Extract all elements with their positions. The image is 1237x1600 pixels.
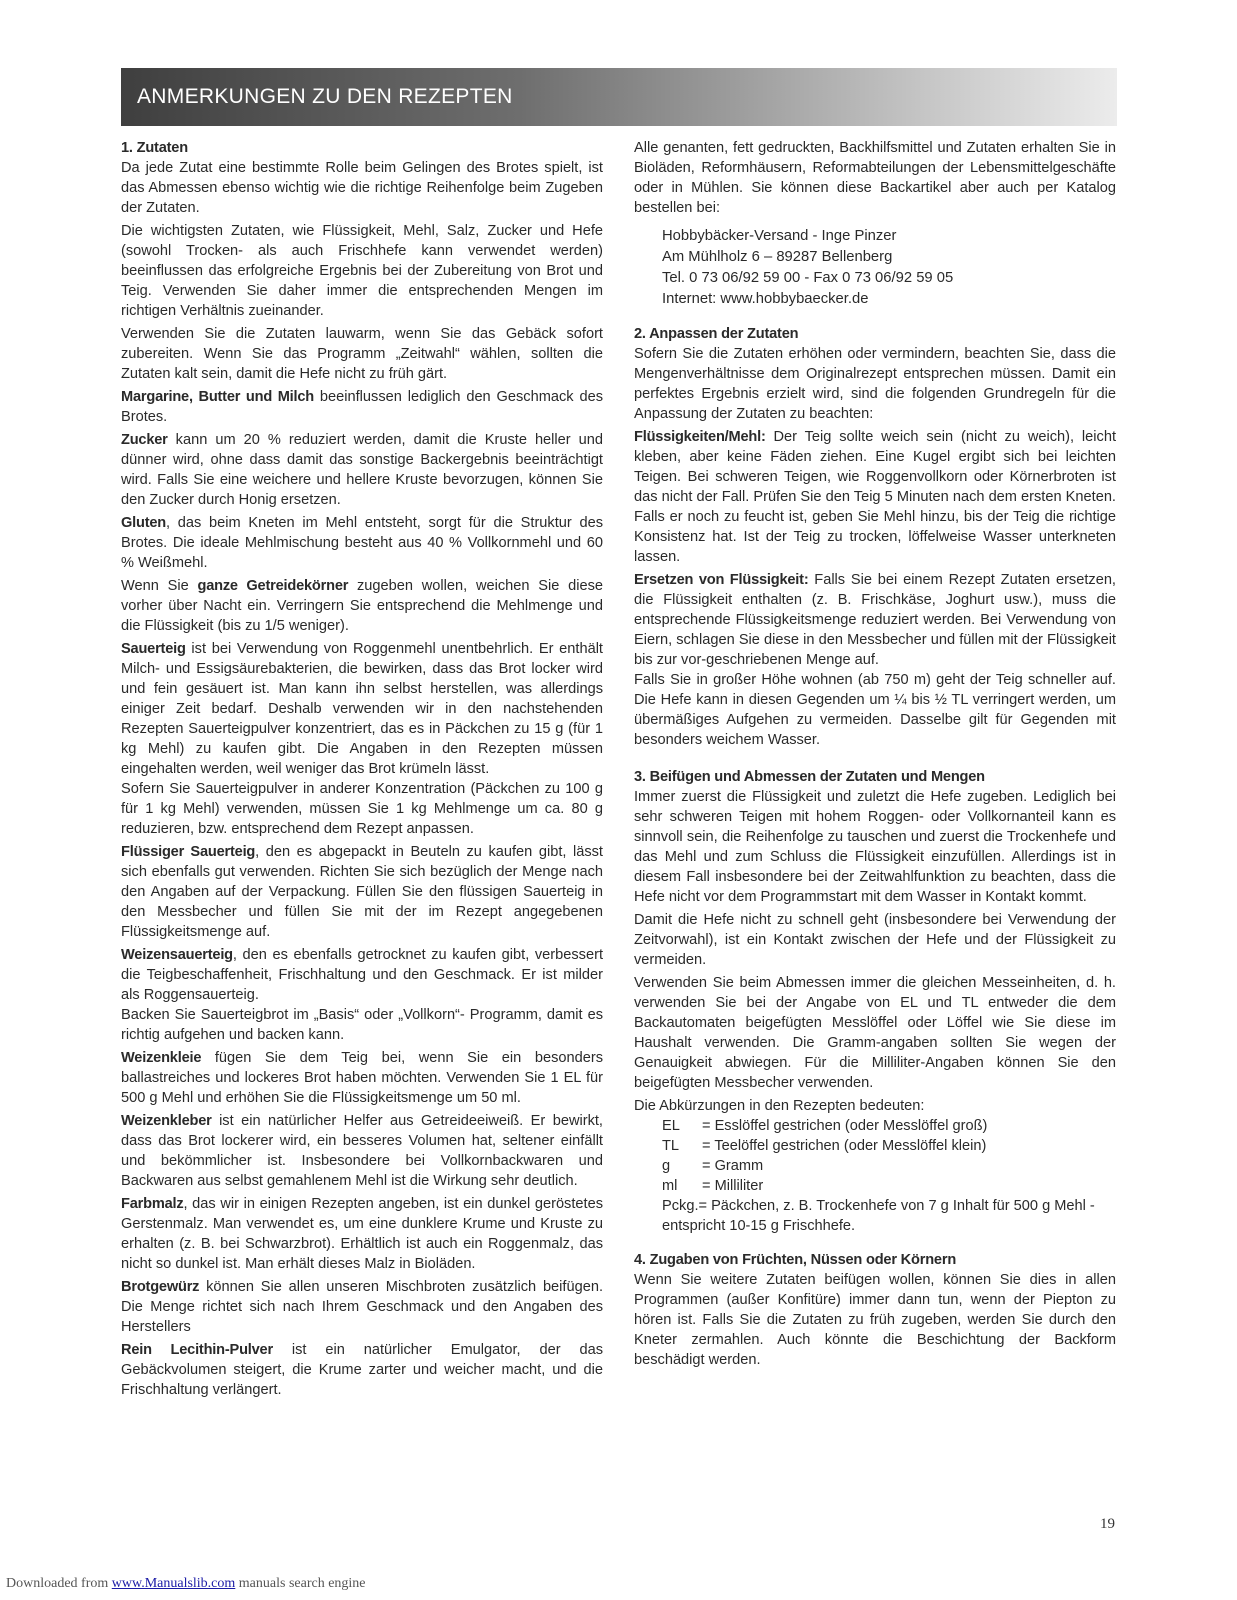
term: Sauerteig: [121, 641, 186, 657]
paragraph: Wenn Sie weitere Zutaten beifügen wollen, können Sie dies in allen Programmen (außer Konfitüre) immer dann tun, wenn der Piepton zu hören ist. Falls Sie die Zutaten zu früh zugeben, werden Sie durch den Kneter zermahlen. Auch könnte die Beschichtung der Backform beschädigt werden.: [634, 1272, 1116, 1368]
paragraph-koerner: Wenn Sie ganze Getreidekörner zugeben wollen, weichen Sie diese vorher über Nacht ein. Verringern Sie entsprechend die Mehlmenge und die Flüssigkeit (bis zu 1/5 weniger).: [121, 578, 603, 634]
paragraph-fluessigkeiten: Flüssigkeiten/Mehl: Der Teig sollte weich sein (nicht zu weich), leicht kleben, aber keine Fäden ziehen. Eine Kugel ergibt sich bei leichten Teigen. Bei schweren Teigen, wie Roggenvollkorn oder Körnerbroten ist das nicht der Fall. Prüfen Sie den Teig 5 Minuten nach dem ersten Kneten. Falls er noch zu feucht ist, geben Sie Mehl hinzu, bis der Teig die richtige Konsistenz hat. Ist der Teig zu trocken, löffelweise Wasser unterkneten lassen.: [634, 429, 1116, 565]
paragraph: Verwenden Sie die Zutaten lauwarm, wenn Sie das Gebäck sofort zubereiten. Wenn Sie das Programm „Zeitwahl“ wählen, sollten die Zutaten kalt sein, damit die Hefe nicht zu früh gärt.: [121, 326, 603, 382]
abbreviation-row: ml = Milliliter: [662, 1178, 764, 1194]
paragraph-sauerteig: Sauerteig ist bei Verwendung von Roggenmehl unentbehrlich. Er enthält Milch- und Essigsäurebakterien, die bewirken, dass das Brot locker wird und fein gesäuert ist. Man kann ihn selbst herstellen, was allerdings einiger Zeit bedarf. Deshalb verwenden wir in den nachstehenden Rezepten Sauerteigpulver konzentriert, das es in Päckchen zu 15 g (für 1 kg Mehl) zu kaufen gibt. Die Angaben in den Rezepten müssen eingehalten werden, weil weniger das Brot krümeln lässt. Sofern Sie Sauerteigpulver in anderer Konzentration (Päckchen zu 100 g für 1 kg Mehl) verwenden, müssen Sie 1 kg Mehlmenge um ca. 80 g reduzieren, bzw. entsprechend dem Rezept anpassen.: [121, 641, 603, 837]
term: Gluten: [121, 515, 167, 531]
abbreviation-row: EL = Esslöffel gestrichen (oder Messlöffel groß): [662, 1118, 988, 1134]
supplier-address: Hobbybäcker-Versand - Inge Pinzer Am Mühlholz 6 – 89287 Bellenberg Tel. 0 73 06/92 59 00 - Fax 0 73 06/92 59 05 Internet: www.hobbybaecker.de: [662, 228, 954, 307]
term: Brotgewürz: [121, 1279, 200, 1295]
term: Weizenkleber: [121, 1113, 212, 1129]
term: Zucker: [121, 432, 168, 448]
paragraph-gluten: Gluten, das beim Kneten im Mehl entsteht, sorgt für die Struktur des Brotes. Die ideale Mehlmischung besteht aus 40 % Vollkornmehl und 60 % Weißmehl.: [121, 515, 603, 571]
section-banner: [121, 68, 1117, 126]
abbreviation-row: g = Gramm: [662, 1158, 764, 1174]
spacer: [634, 1236, 1116, 1250]
paragraph-zucker: Zucker kann um 20 % reduziert werden, damit die Kruste heller und dünner wird, ohne dass damit das sonstige Backergebnis beeinträchtigt wird. Falls Sie eine weichere und hellere Kruste bevorzugen, können Sie den Zucker durch Honig ersetzen.: [121, 432, 603, 508]
paragraph-lecithin: Rein Lecithin-Pulver ist ein natürlicher Emulgator, der das Gebäckvolumen steigert, die Krume zarter und weicher macht, und die Frischhaltung verlängert.: [121, 1342, 603, 1398]
paragraph-farbmalz: Farbmalz, das wir in einigen Rezepten angeben, ist ein dunkel geröstetes Gerstenmalz. Man verwendet es, um eine dunklere Krume und Kruste zu erhalten (z. B. bei Schwarzbrot). Erhältlich ist auch ein Roggenmalz, das nicht so dunkel ist. Man erhält dieses Malz in Bioläden.: [121, 1196, 603, 1272]
spacer: [634, 310, 1116, 324]
manualslib-link[interactable]: www.Manualslib.com: [111, 1576, 236, 1591]
left-column: [121, 138, 603, 1403]
term: Margarine, Butter und Milch: [121, 389, 315, 405]
paragraph: Sofern Sie die Zutaten erhöhen oder vermindern, beachten Sie, dass die Mengenverhältnisse dem Originalrezept entsprechen müssen. Damit ein perfektes Ergebnis erzielt wird, sind die folgenden Grundregeln für die Anpassung der Zutaten zu beachten:: [634, 346, 1116, 422]
paragraph-ersetzen: Ersetzen von Flüssigkeit: Falls Sie bei einem Rezept Zutaten ersetzen, die Flüssigkeit enthalten (z. B. Frischkäse, Joghurt usw.), muss die entsprechende Flüssigkeitsmenge reduziert werden. Bei Verwendung von Eiern, schlagen Sie diese in den Messbecher und füllen mit der Flüssigkeit bis zur vor-geschriebenen Menge auf. Falls Sie in großer Höhe wohnen (ab 750 m) geht der Teig schneller auf. Die Hefe kann in diesen Gegenden um ¼ bis ½ TL verringert werden, um übermäßiges Aufgehen zu vermeiden. Dasselbe gilt für Gegenden mit besonders weichem Wasser.: [634, 572, 1116, 748]
paragraph: Die wichtigsten Zutaten, wie Flüssigkeit, Mehl, Salz, Zucker und Hefe (sowohl Trocken- als auch Frischhefe kann verwendet werden) beeinflussen das erfolgreiche Ergebnis bei der Zubereitung von Brot und Teig. Verwenden Sie daher immer die entsprechenden Mengen im richtigen Verhältnis zueinander.: [121, 223, 603, 319]
abbreviation-row: TL = Teelöffel gestrichen (oder Messlöffel klein): [662, 1138, 987, 1154]
paragraph: Damit die Hefe nicht zu schnell geht (insbesondere bei Verwendung der Zeitvorwahl), ist ein Kontakt zwischen der Hefe und der Flüssigkeit zu vermeiden.: [634, 912, 1116, 968]
term: Farbmalz: [121, 1196, 184, 1212]
section-heading-anpassen: 2. Anpassen der Zutaten: [634, 326, 799, 342]
paragraph-brotgewuerz: Brotgewürz können Sie allen unseren Mischbroten zusätzlich beifügen. Die Menge richtet sich nach Ihrem Geschmack und den Angaben des Herstellers: [121, 1279, 603, 1335]
paragraph: Verwenden Sie beim Abmessen immer die gleichen Messeinheiten, d. h. verwenden Sie bei der Angabe von EL und TL entweder die dem Backautomaten beigefügten Messlöffel oder Löffel wie Sie diese im Haushalt verwenden. Die Gramm-angaben sollten Sie wegen der Genauigkeit abwiegen. Für die Milliliter-Angaben können Sie den beigefügten Messbecher verwenden.: [634, 975, 1116, 1091]
abbreviation-pckg: Pckg.= Päckchen, z. B. Trockenhefe von 7 g Inhalt für 500 g Mehl - entspricht 10-15 g Frischhefe.: [662, 1198, 1095, 1234]
term: Flüssiger Sauerteig: [121, 844, 256, 860]
section-heading-zugaben: 4. Zugaben von Früchten, Nüssen oder Körnern: [634, 1252, 957, 1268]
paragraph-weizenkleber: Weizenkleber ist ein natürlicher Helfer aus Getreideeiweiß. Er bewirkt, dass das Brot lockerer wird, ein besseres Volumen hat, seltener einfällt und bekömmlicher ist. Insbesondere bei Vollkornbackwaren und Backwaren aus selbst gemahlenem Mehl ist die Wirkung sehr deutlich.: [121, 1113, 603, 1189]
paragraph: Immer zuerst die Flüssigkeit und zuletzt die Hefe zugeben. Lediglich bei sehr schweren Teigen mit hohem Roggen- oder Vollkornanteil kann es sinnvoll sein, die Reihenfolge zu tauschen und zuerst die Trockenhefe und das Mehl und zum Schluss die Flüssigkeit einzufüllen. Allerdings ist in diesem Fall insbesondere bei der Zeitwahlfunktion zu beachten, dass die Hefe nicht vor dem Programmstart mit dem Wasser in Kontakt kommt.: [634, 789, 1116, 905]
paragraph-weizensauerteig: Weizensauerteig, den es ebenfalls getrocknet zu kaufen gibt, verbessert die Teigbeschaffenheit, Frischhaltung und den Geschmack. Er ist milder als Roggensauerteig. Backen Sie Sauerteigbrot im „Basis“ oder „Vollkorn“- Programm, damit es richtig aufgehen und backen kann.: [121, 947, 603, 1043]
term: Rein Lecithin-Pulver: [121, 1342, 273, 1358]
term: Weizensauerteig: [121, 947, 233, 963]
section-heading-beifuegen: 3. Beifügen und Abmessen der Zutaten und Mengen: [634, 769, 985, 785]
page-title: ANMERKUNGEN ZU DEN REZEPTEN: [137, 85, 513, 108]
abbreviations-intro: Die Abkürzungen in den Rezepten bedeuten:: [634, 1098, 925, 1114]
term: Flüssigkeiten/Mehl:: [634, 429, 766, 445]
paragraph-fluessiger-sauerteig: Flüssiger Sauerteig, den es abgepackt in Beuteln zu kaufen gibt, lässt sich ebenfalls gut verwenden. Richten Sie sich bezüglich der Menge nach den Angaben auf der Verpackung. Füllen Sie den flüssigen Sauerteig in den Messbecher und füllen Sie mit der im Rezept angegebenen Flüssigkeitsmenge auf.: [121, 844, 603, 940]
term: Ersetzen von Flüssigkeit:: [634, 572, 809, 588]
right-column: [634, 138, 1116, 1373]
section-heading-zutaten: 1. Zutaten: [121, 140, 188, 156]
term: ganze Getreidekörner: [197, 578, 349, 594]
page-number: 19: [1100, 1516, 1115, 1532]
abbreviation-list: [662, 1116, 1116, 1236]
paragraph-margarine: Margarine, Butter und Milch beeinflussen lediglich den Geschmack des Brotes.: [121, 389, 603, 425]
spacer: [634, 753, 1116, 767]
download-footer: Downloaded from www.Manualslib.com manuals search engine: [6, 1576, 366, 1591]
paragraph-intro: Alle genanten, fett gedruckten, Backhilfsmittel und Zutaten erhalten Sie in Bioläden, Reformhäusern, Reformabteilungen der Lebensmittelgeschäfte oder in Mühlen. Sie können diese Backartikel aber auch per Katalog bestellen bei:: [634, 140, 1116, 216]
paragraph: Da jede Zutat eine bestimmte Rolle beim Gelingen des Brotes spielt, ist das Abmessen ebenso wichtig wie die richtige Reihenfolge beim Zugeben der Zutaten.: [121, 160, 603, 216]
paragraph-weizenkleie: Weizenkleie fügen Sie dem Teig bei, wenn Sie ein besonders ballastreiches und lockeres Brot haben möchten. Verwenden Sie 1 EL für 500 g Mehl und erhöhen Sie die Flüssigkeitsmenge um 50 ml.: [121, 1050, 603, 1106]
term: Weizenkleie: [121, 1050, 202, 1066]
